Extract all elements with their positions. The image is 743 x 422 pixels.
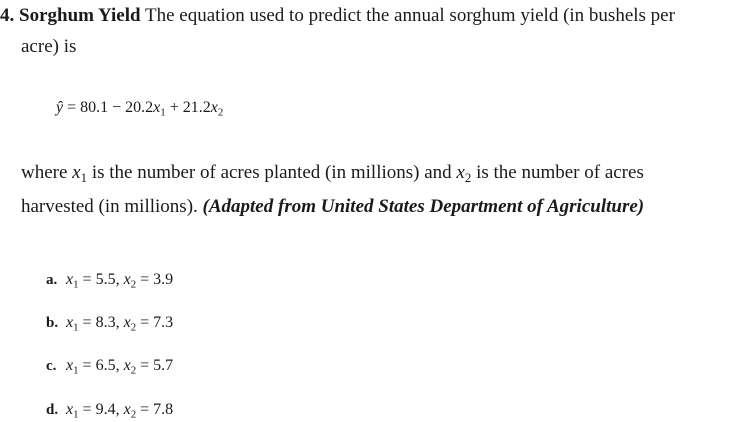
- part-comma: ,: [115, 271, 124, 288]
- part-x2-var: x: [123, 271, 131, 288]
- part-x1-sub: 1: [73, 321, 79, 334]
- part-item: [46, 268, 173, 292]
- part-x2-sub: 2: [130, 321, 137, 334]
- part-x1-sub: 1: [73, 278, 79, 291]
- part-eq-1: =: [78, 271, 96, 288]
- problem-intro-line-2-wrap: [21, 35, 76, 59]
- source-citation: (Adapted from United States Department of Agriculture): [202, 196, 645, 217]
- part-x2-value: 5.7: [153, 357, 174, 374]
- equation-x1-sub: 1: [160, 106, 166, 119]
- equation-x1-var: x: [153, 99, 161, 116]
- part-eq-1: =: [78, 357, 96, 374]
- part-x1-var: x: [66, 271, 74, 288]
- part-x2-sub: 2: [130, 408, 137, 421]
- where-text-d: harvested (in millions).: [21, 196, 203, 217]
- part-comma: ,: [115, 357, 124, 374]
- part-x1-sub: 1: [73, 364, 79, 377]
- part-x1-value: 5.5: [95, 271, 116, 288]
- part-item: [46, 311, 173, 335]
- part-x1-var: x: [66, 357, 74, 374]
- problem-title: Sorghum Yield: [19, 5, 141, 26]
- part-x1-var: x: [66, 314, 74, 331]
- part-x1-var: x: [66, 401, 74, 418]
- problem-intro-line-2: acre) is: [21, 36, 77, 57]
- part-x2-var: x: [123, 357, 131, 374]
- where-x1-sub: 1: [80, 169, 88, 185]
- part-eq-1: =: [78, 314, 96, 331]
- part-item: [46, 398, 173, 422]
- part-x1-value: 8.3: [95, 314, 116, 331]
- part-x1-value: 6.5: [95, 357, 116, 374]
- where-line-2: [21, 195, 644, 219]
- part-eq-1: =: [78, 401, 96, 418]
- part-label: a.: [46, 272, 58, 288]
- part-item: [46, 354, 173, 378]
- part-comma: ,: [115, 401, 124, 418]
- problem-intro-line-1: The equation used to predict the annual sorghum yield (in bushels per: [140, 5, 675, 26]
- equation-plus-term: + 21.2: [165, 99, 211, 116]
- equation-x2-sub: 2: [217, 106, 224, 119]
- part-label: d.: [46, 402, 59, 418]
- part-eq-2: =: [136, 357, 154, 374]
- where-x2-sub: 2: [464, 169, 472, 185]
- part-x2-value: 7.3: [153, 314, 174, 331]
- where-x2-var: x: [456, 162, 465, 183]
- part-x2-value: 7.8: [153, 401, 174, 418]
- part-eq-2: =: [136, 401, 154, 418]
- part-x2-value: 3.9: [153, 271, 174, 288]
- where-line-1: [21, 161, 644, 185]
- part-label: b.: [46, 315, 59, 331]
- equation-constant: = 80.1 − 20.2: [63, 99, 154, 116]
- part-x2-var: x: [123, 314, 131, 331]
- part-x2-sub: 2: [130, 364, 137, 377]
- part-eq-2: =: [136, 314, 154, 331]
- problem-header-line: [0, 4, 675, 28]
- yield-equation: [56, 96, 223, 120]
- part-comma: ,: [115, 314, 124, 331]
- part-x2-var: x: [123, 401, 131, 418]
- equation-x2-var: x: [210, 99, 218, 116]
- part-label: c.: [46, 358, 57, 374]
- part-x1-value: 9.4: [95, 401, 116, 418]
- problem-number: 4.: [0, 5, 15, 26]
- where-text-c: is the number of acres: [471, 162, 644, 183]
- where-x1-var: x: [72, 162, 81, 183]
- where-text-b: is the number of acres planted (in millions) and: [87, 162, 457, 183]
- equation-lhs: ŷ: [56, 99, 64, 116]
- part-x1-sub: 1: [73, 408, 79, 421]
- part-x2-sub: 2: [130, 278, 137, 291]
- where-text-a: where: [21, 162, 73, 183]
- part-eq-2: =: [136, 271, 154, 288]
